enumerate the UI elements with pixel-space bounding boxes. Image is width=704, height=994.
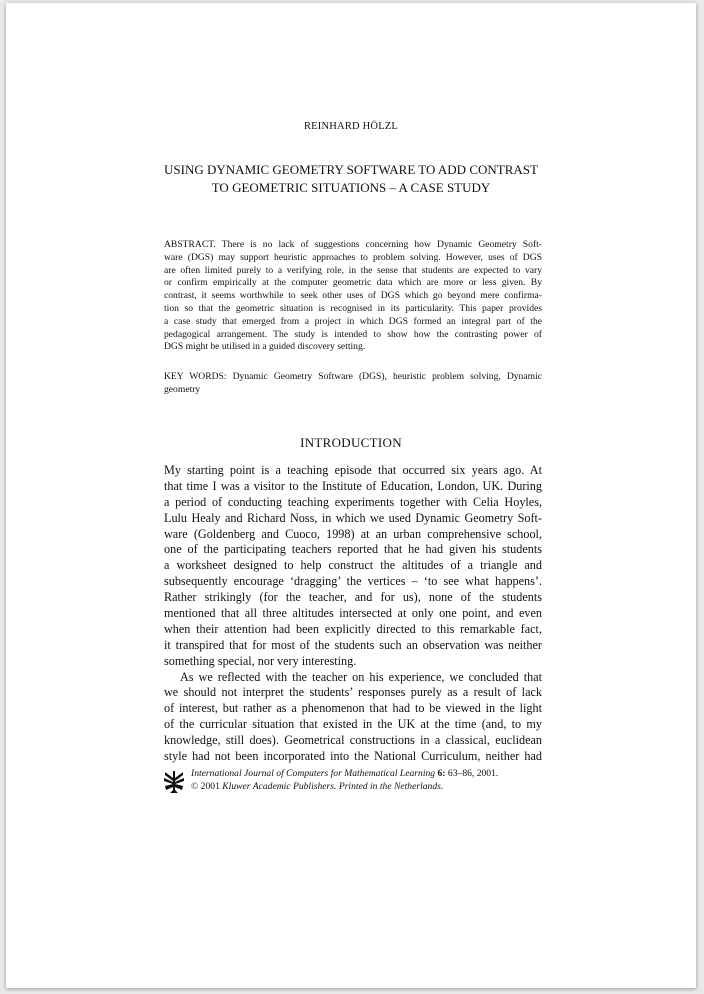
body-line: a period of conducting teaching experiments together with Celia Hoyles, [164, 494, 542, 509]
body-line: knowledge, still does). Geometrical constructions in a classical, euclidean [164, 733, 542, 748]
kluwer-logo-icon [164, 769, 184, 795]
citation-line-2 [191, 780, 498, 793]
body-line: it transpired that for most of the students such an observation was neither [164, 637, 542, 652]
author-name: REINHARD HÖLZL [303, 121, 399, 132]
title-line: USING DYNAMIC GEOMETRY SOFTWARE TO ADD CONTRAST [164, 162, 538, 177]
body-line: As we reflected with the teacher on his experience, we concluded that [180, 669, 542, 684]
body-line: we should not interpret the students’ responses purely as a result of lack [164, 685, 542, 700]
section-heading-introduction: INTRODUCTION [300, 435, 402, 450]
abstract-line: ware (DGS) may support heuristic approaches to problem solving. However, uses of DGS [164, 251, 542, 263]
body-line: subsequently encourage ‘dragging’ the vertices – ‘to see what happens’. [164, 574, 542, 589]
abstract-line: tion so that the geometric situation is recognised in its particularity. This paper provides [164, 302, 542, 314]
body-line: mentioned that all three altitudes intersected at only one point, and even [164, 606, 542, 621]
paper-title [6, 161, 696, 197]
abstract-line: pedagogical arrangement. The study is intended to show how the contrasting power of [164, 328, 542, 340]
body-line: of interest, but rather as a phenomenon that had to be viewed in the light [164, 701, 542, 716]
body-line: style had not been incorporated into the National Curriculum, neither had [164, 749, 542, 764]
body-line: Rather strikingly (for the teacher, and for us), none of the students [164, 590, 542, 605]
body-line: when their attention had been explicitly directed to this remarkable fact, [164, 621, 542, 636]
journal-pages-year: 63–86, 2001. [447, 768, 499, 779]
abstract-line: a case study that emerged from a project in which DGS formed an integral part of the [164, 315, 542, 327]
abstract [164, 239, 542, 354]
journal-volume: 6: [437, 768, 446, 779]
body-line: My starting point is a teaching episode that occurred six years ago. At [164, 463, 542, 477]
keywords-line: KEY WORDS: Dynamic Geometry Software (DGS), heuristic problem solving, Dynamic [164, 371, 542, 382]
publisher-name: Kluwer Academic Publishers. [222, 781, 337, 792]
abstract-line: DGS might be utilised in a guided discovery setting. [164, 341, 366, 353]
body-line: something special, nor very interesting. [164, 653, 357, 668]
abstract-line: contrast, it seems worthwhile to seek other uses of DGS which go beyond mere confirma- [164, 290, 542, 302]
printed-location: Printed in the Netherlands. [338, 781, 444, 792]
body-line: that time I was a visitor to the Institute of Education, London, UK. During [164, 478, 542, 493]
keywords-line: geometry [164, 383, 201, 395]
journal-name: International Journal of Computers for Mathematical Learning [191, 768, 436, 779]
publication-footer [164, 767, 564, 797]
title-line: TO GEOMETRIC SITUATIONS – A CASE STUDY [211, 180, 491, 195]
abstract-line: ABSTRACT. There is no lack of suggestions concerning how Dynamic Geometry Soft- [164, 239, 542, 250]
body-line: Lulu Healy and Richard Noss, in which we used Dynamic Geometry Soft- [164, 510, 542, 525]
abstract-line: are often limited purely to a verifying role, in the sense that students are expected to vary [164, 264, 542, 276]
body-line: one of the participating teachers reported that he had given his students [164, 542, 542, 557]
body-line: a worksheet designed to help construct the altitudes of a triangle and [164, 558, 542, 573]
key-words [164, 371, 542, 397]
paper-page [6, 3, 696, 988]
body-text [164, 463, 542, 765]
citation-line-1 [191, 767, 498, 780]
body-line: ware (Goldenberg and Cuoco, 1998) at an urban comprehensive school, [164, 526, 542, 541]
body-line: of the curricular situation that existed in the UK at the time (and, to my [164, 717, 542, 732]
copyright-year: © 2001 [191, 781, 220, 792]
abstract-line: or confirm empirically at the computer geometric data which are more or less given. By [164, 277, 542, 289]
citation-text [191, 767, 498, 793]
